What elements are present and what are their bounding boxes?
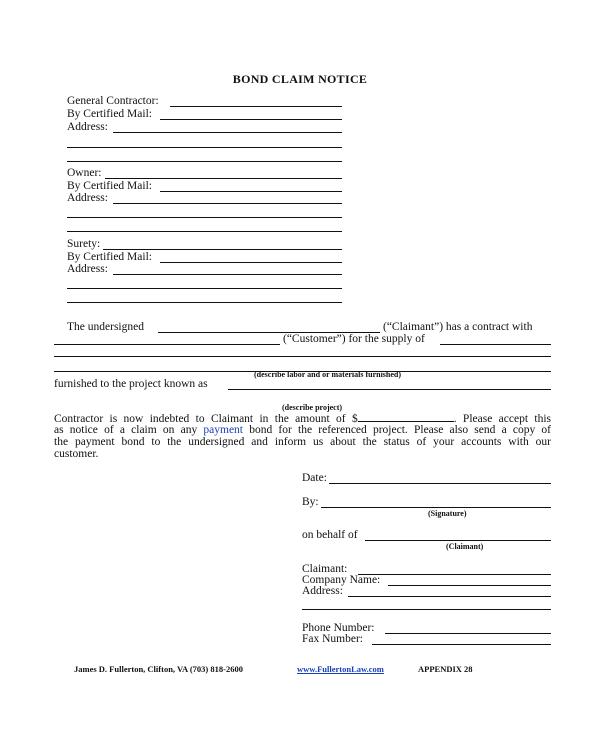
- owner-address-label: Address:: [67, 192, 108, 204]
- describe-labor-caption: (describe labor and or materials furnished): [254, 370, 402, 379]
- general-contractor-line[interactable]: [170, 106, 342, 107]
- owner-label: Owner:: [67, 167, 102, 179]
- supply-line-3[interactable]: [54, 371, 551, 372]
- bond-text: bond for the referenced project. Please also send a copy of: [249, 424, 551, 436]
- notice-text: as notice of a claim on any: [54, 424, 198, 436]
- surety-address-line-3[interactable]: [67, 302, 342, 303]
- furnished-text: furnished to the project known as: [54, 378, 208, 390]
- owner-line[interactable]: [105, 178, 342, 179]
- contractor-address-label: Address:: [67, 121, 108, 133]
- payment-link[interactable]: payment: [203, 424, 244, 436]
- signature-address-line-1[interactable]: [348, 596, 551, 597]
- company-name-label: Company Name:: [302, 574, 381, 586]
- claim-paragraph-line-4: customer.: [54, 448, 99, 460]
- claim-paragraph-line-3: the payment bond to the undersigned and inform us about the status of your accounts with our: [54, 436, 551, 448]
- surety-address-line-2[interactable]: [67, 288, 342, 289]
- date-label: Date:: [302, 472, 327, 484]
- customer-supply-text: (“Customer”) for the supply of: [283, 333, 425, 345]
- contractor-certified-mail-line[interactable]: [160, 119, 342, 120]
- contractor-certified-mail-label: By Certified Mail:: [67, 108, 152, 120]
- signature-caption: (Signature): [428, 509, 467, 518]
- by-label: By:: [302, 496, 319, 508]
- general-contractor-label: General Contractor:: [67, 95, 159, 107]
- surety-address-label: Address:: [67, 263, 108, 275]
- fax-label: Fax Number:: [302, 633, 364, 645]
- contractor-address-line-2[interactable]: [67, 147, 342, 148]
- supply-line-2[interactable]: [54, 356, 551, 357]
- phone-line[interactable]: [385, 633, 551, 634]
- claimant-contract-text: (“Claimant”) has a contract with: [383, 321, 533, 333]
- surety-certified-mail-label: By Certified Mail:: [67, 251, 152, 263]
- project-line[interactable]: [228, 389, 551, 390]
- surety-line[interactable]: [103, 249, 342, 250]
- contractor-address-line-3[interactable]: [67, 161, 342, 162]
- on-behalf-of-label: on behalf of: [302, 529, 358, 541]
- claimant-caption: (Claimant): [446, 542, 484, 551]
- owner-address-line-3[interactable]: [67, 231, 342, 232]
- on-behalf-of-line[interactable]: [365, 540, 551, 541]
- claimant-label: Claimant:: [302, 563, 348, 575]
- owner-address-line-1[interactable]: [113, 203, 342, 204]
- signature-address-label: Address:: [302, 585, 343, 597]
- describe-project-caption: (describe project): [282, 403, 343, 412]
- date-line[interactable]: [329, 483, 551, 484]
- surety-label: Surety:: [67, 238, 101, 250]
- phone-label: Phone Number:: [302, 622, 375, 634]
- footer-website-link[interactable]: www.FullertonLaw.com: [297, 664, 384, 674]
- owner-certified-mail-label: By Certified Mail:: [67, 180, 152, 192]
- company-name-line[interactable]: [388, 585, 551, 586]
- owner-certified-mail-line[interactable]: [160, 191, 342, 192]
- fax-line[interactable]: [372, 644, 551, 645]
- surety-certified-mail-line[interactable]: [160, 262, 342, 263]
- claim-amount-text: Contractor is now indebted to Claimant in the amount of $: [54, 413, 358, 425]
- contractor-address-line-1[interactable]: [113, 132, 342, 133]
- signature-address-line-2[interactable]: [302, 609, 551, 610]
- customer-name-line[interactable]: [54, 344, 280, 345]
- footer-firm: James D. Fullerton, Clifton, VA (703) 818-2600: [74, 664, 243, 674]
- claim-paragraph-line-2: [54, 424, 551, 437]
- please-accept-text: . Please accept this: [453, 413, 551, 425]
- claim-amount-blank[interactable]: [358, 412, 454, 422]
- footer-appendix: APPENDIX 28: [418, 664, 473, 674]
- supply-line-1[interactable]: [440, 344, 551, 345]
- surety-address-line-1[interactable]: [113, 274, 342, 275]
- page-title: BOND CLAIM NOTICE: [232, 72, 368, 86]
- undersigned-text: The undersigned: [67, 321, 144, 333]
- owner-address-line-2[interactable]: [67, 217, 342, 218]
- claimant-line[interactable]: [358, 574, 551, 575]
- signature-line[interactable]: [321, 507, 551, 508]
